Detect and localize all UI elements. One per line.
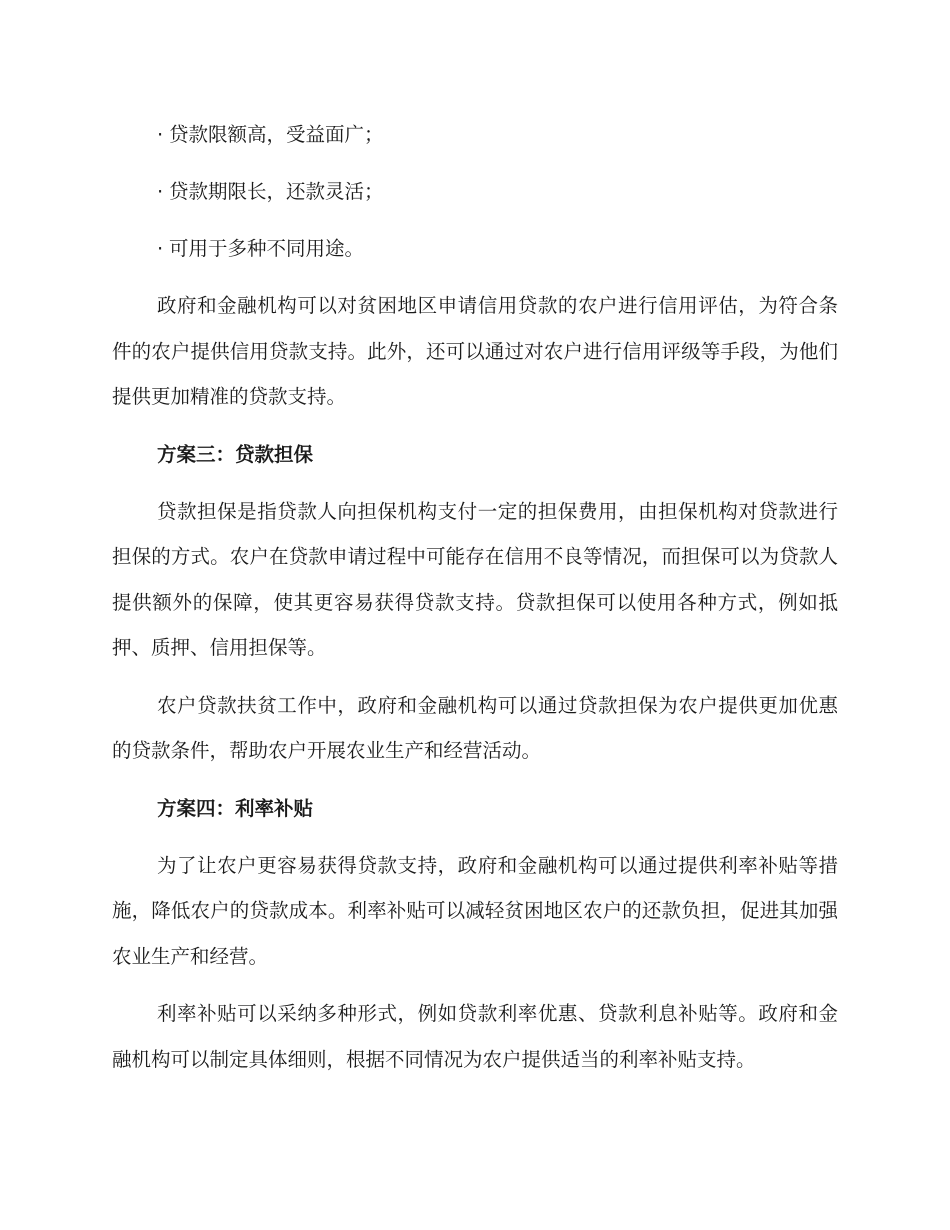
bullet-text: 贷款限额高，受益面广； bbox=[169, 123, 384, 146]
paragraph-loan-guarantee: 贷款担保是指贷款人向担保机构支付一定的担保费用，由担保机构对贷款进行担保的方式。农户在贷款申请过程中可能存在信用不良等情况，而担保可以为贷款人提供额外的保障，使其更容易获得贷款支持。贷款担保可以使用各种方式，例如抵押、质押、信用担保等。 bbox=[112, 499, 838, 659]
bullet-marker: · bbox=[157, 180, 164, 203]
bullet-text: 贷款期限长，还款灵活； bbox=[169, 180, 384, 203]
bullet-text: 可用于多种不同用途。 bbox=[169, 237, 365, 260]
paragraph-subsidy-forms: 利率补贴可以采纳多种形式，例如贷款利率优惠、贷款利息补贴等。政府和金融机构可以制定具体细则，根据不同情况为农户提供适当的利率补贴支持。 bbox=[112, 1002, 838, 1071]
bullet-marker: · bbox=[157, 237, 164, 260]
bullet-marker: · bbox=[157, 123, 164, 146]
section-heading-plan-four: 方案四：利率补贴 bbox=[157, 796, 314, 820]
bullet-item bbox=[157, 226, 838, 271]
paragraph-credit-evaluation: 政府和金融机构可以对贫困地区申请信用贷款的农户进行信用评估，为符合条件的农户提供信用贷款支持。此外，还可以通过对农户进行信用评级等手段，为他们提供更加精准的贷款支持。 bbox=[112, 294, 838, 408]
paragraph-interest-subsidy: 为了让农户更容易获得贷款支持，政府和金融机构可以通过提供利率补贴等措施，降低农户的贷款成本。利率补贴可以减轻贫困地区农户的还款负担，促进其加强农业生产和经营。 bbox=[112, 853, 838, 968]
bullet-item bbox=[157, 112, 838, 157]
section-heading-plan-three: 方案三：贷款担保 bbox=[157, 442, 314, 466]
bullet-item bbox=[157, 169, 838, 214]
paragraph-guarantee-benefits: 农户贷款扶贫工作中，政府和金融机构可以通过贷款担保为农户提供更加优惠的贷款条件，帮助农户开展农业生产和经营活动。 bbox=[112, 693, 838, 762]
